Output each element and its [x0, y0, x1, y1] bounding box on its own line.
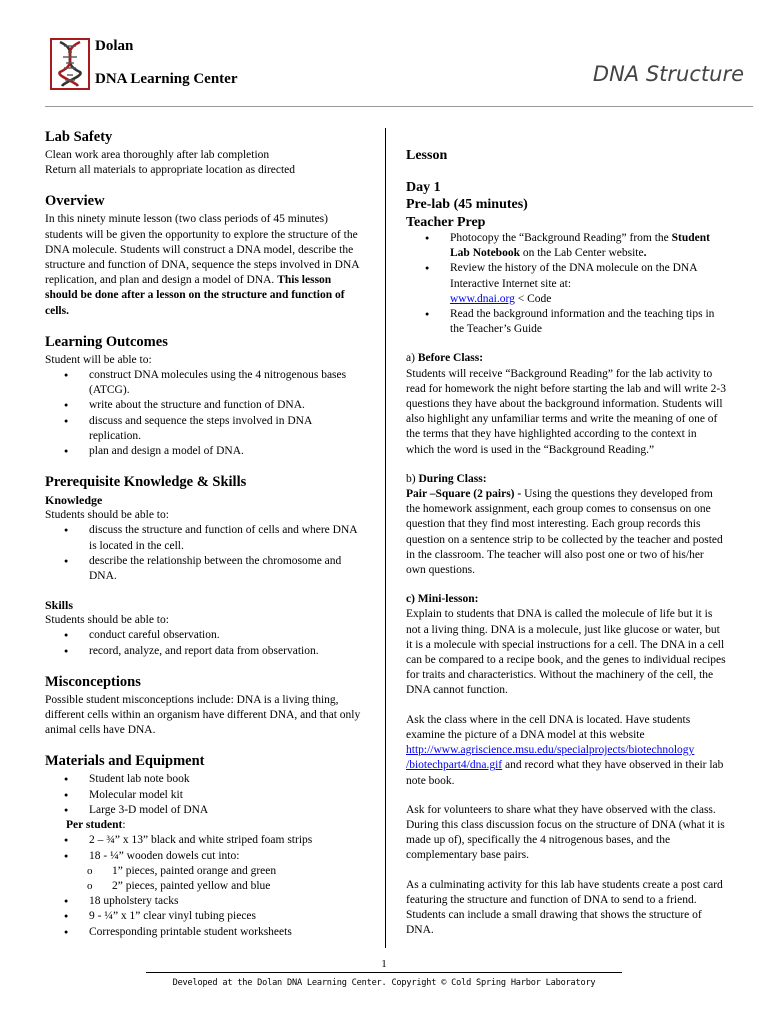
- teacher-prep-list: [406, 231, 726, 337]
- prerequisites-section: [45, 474, 365, 659]
- prerequisites-heading: Prerequisite Knowledge & Skills: [45, 474, 247, 491]
- lesson-heading: Lesson: [406, 148, 448, 163]
- ask-class-body: Ask the class where in the cell DNA is located. Have students examine the picture of a DNA model at this website: [406, 713, 691, 741]
- day-heading: Day 1: [406, 179, 441, 195]
- before-class-prefix: a): [406, 352, 418, 365]
- list-item: ● Large 3-D model of DNA: [45, 803, 365, 818]
- knowledge-list: [45, 523, 365, 584]
- spacer: [406, 578, 726, 592]
- page-number: 1: [381, 958, 387, 970]
- materials-list: [45, 772, 365, 818]
- learning-outcomes-heading: Learning Outcomes: [45, 333, 168, 350]
- list-item: [406, 231, 726, 261]
- overview-bold-note: This lesson should be done after a lesson on the structure and function of cells.: [45, 274, 345, 317]
- footer-copyright: Developed at the Dolan DNA Learning Center. Copyright © Cold Spring Harbor Laboratory: [172, 978, 596, 988]
- list-item: ● discuss the structure and function of cells and where DNA is located in the cell.: [45, 523, 365, 553]
- spacer: [406, 864, 726, 878]
- list-item: ● plan and design a model of DNA.: [45, 444, 365, 459]
- list-item: ● describe the relationship between the chromosome and DNA.: [45, 554, 365, 584]
- dolan-logo: [50, 38, 90, 90]
- column-divider: [385, 128, 386, 948]
- skills-list: [45, 628, 365, 658]
- dowel-sublist: [45, 864, 365, 894]
- list-item: ● 2 – ¾” x 13” black and white striped foam strips: [45, 833, 365, 848]
- agriscience-link[interactable]: http://www.agriscience.msu.edu/specialprojects/biotechnology: [406, 744, 695, 757]
- list-item: ● Corresponding printable student worksheets: [45, 925, 365, 940]
- lab-safety-section: [45, 129, 365, 178]
- dnai-link[interactable]: www.dnai.org: [450, 292, 515, 305]
- list-item: ● discuss and sequence the steps involved in DNA replication.: [45, 414, 365, 444]
- spacer: [406, 789, 726, 803]
- right-column: [406, 147, 726, 938]
- culminating-text: As a culminating activity for this lab have students create a post card featuring the structure and function of DNA to send to a friend. Students can include a small drawing that shows the structure of DNA.: [406, 878, 723, 937]
- during-class-label-text: During Class:: [418, 472, 487, 485]
- prep1-text: Photocopy the “Background Reading” from the: [450, 232, 672, 244]
- pair-square-label: Pair –Square (2 pairs) -: [406, 488, 522, 501]
- skills-intro: Students should be able to:: [45, 614, 169, 627]
- spacer: [406, 699, 726, 713]
- teacher-prep-heading: Teacher Prep: [406, 214, 486, 230]
- list-item: ● Molecular model kit: [45, 788, 365, 803]
- list-item: ● 9 - ¼” x 1” clear vinyl tubing pieces: [45, 909, 365, 924]
- ask-class-text: [406, 713, 726, 789]
- list-item: ● record, analyze, and report data from observation.: [45, 644, 365, 659]
- sub-list-item: o 2” pieces, painted yellow and blue: [45, 879, 365, 894]
- ask-class-body-end: and record what they have observed in their lab note book.: [406, 759, 724, 787]
- lab-safety-heading: Lab Safety: [45, 129, 113, 145]
- list-item: ● conduct careful observation.: [45, 628, 365, 643]
- knowledge-intro: Students should be able to:: [45, 509, 169, 522]
- footer-divider: [146, 972, 622, 973]
- overview-body: In this ninety minute lesson (two class periods of 45 minutes) students will be given the opportunity to explore the structure of the DNA molecule. Students will construct a DNA model, describe the structure and function of DNA, sequence the steps involved in DNA replication, and plan and design a model of DNA.: [45, 213, 359, 287]
- learning-outcomes-section: [45, 334, 365, 459]
- before-class-label: [406, 351, 726, 366]
- volunteers-text: Ask for volunteers to share what they have observed with the class. During this class discussion focus on the structure of DNA (what it is made up of), specifically the 4 nitrogenous bases, and the complementary base pairs.: [406, 803, 725, 862]
- spacer: [406, 337, 726, 351]
- list-item: ● Student lab note book: [45, 772, 365, 787]
- spacer: [406, 165, 726, 179]
- knowledge-heading: Knowledge: [45, 493, 103, 508]
- org-name-line1: Dolan: [95, 38, 134, 54]
- per-student-list-cont: [45, 894, 365, 940]
- overview-section: [45, 193, 365, 318]
- lab-safety-line: Clean work area thoroughly after lab completion: [45, 149, 270, 161]
- spacer: [406, 458, 726, 472]
- sub-list-item: o 1” pieces, painted orange and green: [45, 864, 365, 879]
- overview-heading: Overview: [45, 193, 105, 210]
- per-student-label-text: Per student: [66, 819, 123, 832]
- pair-square-body: Using the questions they developed from the homework assignment, each group comes to consensus on one question that they find most interesting. Each group records this question on a sentence strip to be collected by the teacher and posted in the classroom. The teacher will also post one or two of his/her own questions.: [406, 488, 723, 577]
- per-student-list: [45, 833, 365, 863]
- header-divider: [45, 106, 753, 107]
- prep2-text: Review the history of the DNA molecule on the DNA Interactive Internet site at:: [450, 262, 697, 290]
- during-class-label: [406, 472, 726, 487]
- learning-outcomes-intro: Student will be able to:: [45, 353, 152, 366]
- org-name-line2: DNA Learning Center: [95, 71, 238, 87]
- mini-lesson-text: Explain to students that DNA is called the molecule of life but it is not a living thing. DNA is a molecule, just like glucose or water, but it is a molecule with special instructions for a cell. The DNA in a cell can be compared to a recipe book, and the genes to individual recipes for traits and characteristics. Without the machinery of the cell, the DNA cannot function.: [406, 608, 726, 697]
- list-item: ● write about the structure and function of DNA.: [45, 398, 365, 413]
- misconceptions-text: Possible student misconceptions include: DNA is a living thing, different cells within an organism have different DNA, and that only animal cells have DNA.: [45, 693, 361, 737]
- list-item: ● Read the background information and the teaching tips in the Teacher’s Guide: [406, 307, 726, 337]
- before-class-label-text: Before Class:: [417, 352, 484, 365]
- prep2-text-end: < Code: [514, 292, 552, 305]
- materials-section: [45, 753, 365, 939]
- during-class-prefix: b): [406, 472, 419, 485]
- before-class-text: Students will receive “Background Reading” for the lab activity to read for homework the night before starting the lab and will write 2-3 questions they have about the background information. Students will also highlight any unfamiliar terms and write the meaning of one of the terms that they have highlighted according to the context in which the word is used in the “Background Reading.”: [406, 367, 726, 456]
- dna-helix-logo-icon: [50, 38, 90, 90]
- prep1-period: .: [643, 247, 647, 260]
- per-student-label: [45, 818, 365, 833]
- learning-outcomes-list: [45, 368, 365, 459]
- materials-heading: Materials and Equipment: [45, 753, 205, 770]
- pair-square-text: [406, 487, 726, 578]
- overview-text: [45, 212, 365, 318]
- document-title: DNA Structure: [592, 62, 744, 86]
- lab-safety-line: Return all materials to appropriate location as directed: [45, 164, 296, 177]
- spacer: [45, 584, 365, 598]
- left-column: [45, 129, 365, 940]
- misconceptions-heading: Misconceptions: [45, 673, 141, 690]
- prep1-text-end: on the Lab Center website: [519, 247, 644, 260]
- mini-lesson-label: c) Mini-lesson:: [406, 593, 479, 606]
- prep1-bold: Student Lab Notebook: [450, 232, 710, 260]
- skills-heading: Skills: [45, 598, 74, 613]
- per-student-colon: :: [122, 819, 126, 832]
- prelab-heading: Pre-lab (45 minutes): [406, 197, 528, 212]
- misconceptions-section: [45, 674, 365, 739]
- list-item: ● construct DNA molecules using the 4 nitrogenous bases (ATCG).: [45, 368, 365, 398]
- list-item: ● 18 upholstery tacks: [45, 894, 365, 909]
- agriscience-link-cont[interactable]: /biotechpart4/dna.gif: [406, 759, 503, 772]
- list-item: [406, 261, 726, 307]
- list-item: ● 18 - ¼” wooden dowels cut into:: [45, 849, 365, 864]
